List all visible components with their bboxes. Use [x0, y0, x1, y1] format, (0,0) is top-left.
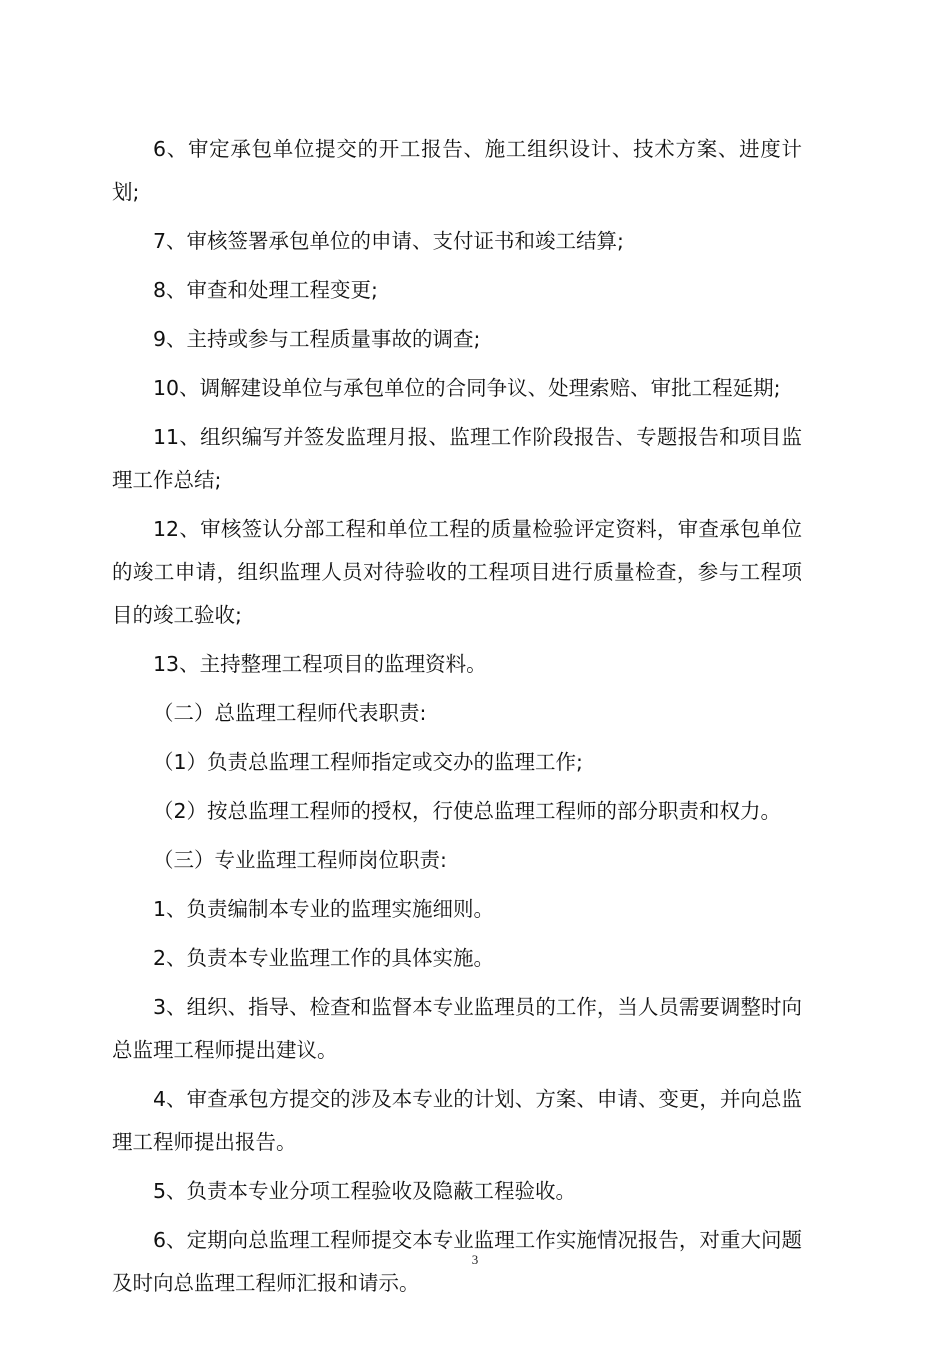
paragraph-item-7-sign-settlement: 7、审核签署承包单位的申请、支付证书和竣工结算; [153, 229, 624, 253]
page-number: 3 [471, 1252, 479, 1267]
paragraph-item-6-approve-reports: 6、审定承包单位提交的开工报告、施工组织设计、技术方案、进度计划; [112, 137, 802, 204]
paragraph-deputy-item-1: （1）负责总监理工程师指定或交办的监理工作; [153, 750, 583, 774]
paragraph-item-10-contract-disputes: 10、调解建设单位与承包单位的合同争议、处理索赔、审批工程延期; [153, 376, 781, 400]
paragraph-specialist-item-6: 6、定期向总监理工程师提交本专业监理工作实施情况报告，对重大问题及时向总监理工程师汇报和请示。 [112, 1228, 802, 1295]
section-heading-deputy-duties: （二）总监理工程师代表职责: [153, 701, 427, 725]
paragraph-specialist-item-3: 3、组织、指导、检查和监督本专业监理员的工作，当人员需要调整时向总监理工程师提出建议。 [112, 995, 802, 1062]
document-body [112, 128, 802, 1311]
paragraph-specialist-item-2: 2、负责本专业监理工作的具体实施。 [153, 946, 495, 970]
paragraph-specialist-item-5: 5、负责本专业分项工程验收及隐蔽工程验收。 [153, 1179, 577, 1203]
paragraph-item-8-engineering-changes: 8、审查和处理工程变更; [153, 278, 378, 302]
paragraph-item-13-supervision-records: 13、主持整理工程项目的监理资料。 [153, 652, 487, 676]
paragraph-item-9-quality-accident: 9、主持或参与工程质量事故的调查; [153, 327, 481, 351]
paragraph-specialist-item-4: 4、审查承包方提交的涉及本专业的计划、方案、申请、变更，并向总监理工程师提出报告。 [112, 1087, 802, 1154]
paragraph-item-11-monthly-reports: 11、组织编写并签发监理月报、监理工作阶段报告、专题报告和项目监理工作总结; [112, 425, 802, 492]
paragraph-specialist-item-1: 1、负责编制本专业的监理实施细则。 [153, 897, 495, 921]
paragraph-item-12-quality-inspection: 12、审核签认分部工程和单位工程的质量检验评定资料，审查承包单位的竣工申请，组织监理人员对待验收的工程项目进行质量检查，参与工程项目的竣工验收; [112, 517, 802, 627]
section-heading-specialist-duties: （三）专业监理工程师岗位职责: [153, 848, 447, 872]
paragraph-deputy-item-2: （2）按总监理工程师的授权，行使总监理工程师的部分职责和权力。 [153, 799, 782, 823]
